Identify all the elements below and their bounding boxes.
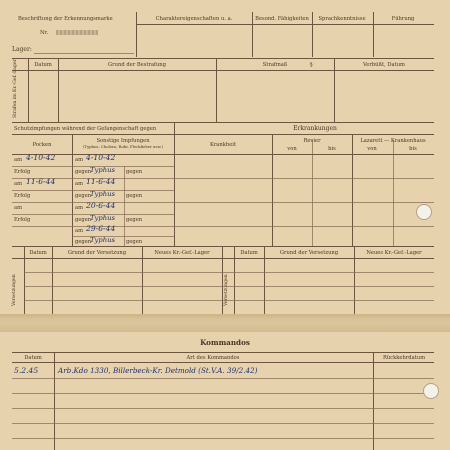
erkrankungen-lazarett: Lazarett — Krankenhaus: [360, 138, 426, 144]
strafen-grund: Grund der Bestrafung: [108, 62, 166, 68]
erkrankungen-title: Erkrankungen: [293, 125, 337, 132]
row7-right-label: gegen: [126, 239, 143, 245]
row2-mid-value: 11-6-44: [86, 177, 116, 186]
impfungen-sonstige-sub: (Typhus, Cholera, Ruhr, Fleckfieber usw.): [83, 144, 163, 149]
kommandos-datum: Datum: [24, 355, 42, 361]
row3-right-label: gegen: [126, 193, 143, 199]
vers-right-neues: Neues Kr.-Gef.-Lager: [366, 250, 422, 256]
lazarett-bis: bis: [409, 146, 417, 152]
row7-mid-value: Typhus: [90, 236, 115, 244]
versetzungen-side-left: Versetzungen: [12, 274, 17, 306]
fuehrung-label: Führung: [391, 16, 415, 22]
versetzungen-side-right: Versetzungen: [224, 274, 229, 306]
kommandos-art: Art des Kommandos: [186, 355, 240, 361]
row1-mid-value: Typhus: [90, 166, 115, 174]
row6-mid-value: 29-6-44: [86, 224, 116, 233]
row6-mid-label: am: [75, 228, 84, 234]
strafen-side-label: Strafen im Kr.-Gef.-Lager: [13, 59, 18, 118]
lager-label: Lager:: [12, 46, 32, 53]
row7-mid-label: gegen: [75, 239, 92, 245]
card-fold: [0, 314, 450, 332]
row4-mid-value: 20-6-44: [86, 201, 116, 210]
strafen-strafmass: Strafmaß: [262, 62, 288, 68]
charakter-label: Charaktereigenschaften u. a.: [155, 16, 233, 22]
sprachkenntnisse-label: Sprachkenntnisse: [318, 16, 366, 22]
row3-mid-value: Typhus: [90, 190, 115, 198]
row2-left-label: am: [14, 181, 23, 187]
lager-line: [34, 53, 134, 54]
row4-left-label: am: [14, 205, 23, 211]
row1-mid-label: gegen: [75, 169, 92, 175]
vers-left-grund: Grund der Versetzung: [67, 250, 127, 256]
vers-right-grund: Grund der Versetzung: [279, 250, 339, 256]
revier-bis: bis: [328, 146, 336, 152]
lazarett-von: von: [367, 146, 377, 152]
nr-stamp: [56, 30, 98, 35]
nr-label: Nr.: [40, 30, 49, 36]
row1-left-label: Erfolg: [14, 169, 31, 175]
kommando-entry-text: Arb.Kdo 1330, Billerbeck-Kr. Detmold (St.V.A. 39/2.42): [58, 366, 258, 375]
strafen-paragraph: §: [310, 62, 313, 68]
row3-left-label: Erfolg: [14, 193, 31, 199]
row3-mid-label: gegen: [75, 193, 92, 199]
impfungen-title: Schutzimpfungen während der Gefangenschaft gegen: [14, 126, 157, 132]
erkrankungen-revier: Revier: [303, 138, 321, 144]
faehigkeiten-label: Besond. Fähigkeiten: [255, 16, 309, 22]
vers-right-datum: Datum: [240, 250, 258, 256]
row0-left-label: am: [14, 157, 23, 163]
row1-right-label: gegen: [126, 169, 143, 175]
row2-left-value: 11-6-44: [26, 177, 56, 186]
row0-mid-label: am: [75, 157, 84, 163]
row4-mid-label: am: [75, 205, 84, 211]
row0-left-value: 4-10-42: [26, 153, 56, 162]
erkrankungen-krankheit: Krankheit: [209, 142, 237, 148]
punch-hole-top: [416, 204, 432, 220]
punch-hole-bottom: [423, 383, 439, 399]
vers-left-datum: Datum: [29, 250, 47, 256]
revier-von: von: [287, 146, 297, 152]
row2-mid-label: am: [75, 181, 84, 187]
kommando-entry-date: 5.2.45: [14, 366, 39, 375]
row5-right-label: gegen: [126, 217, 143, 223]
kommandos-rueckkehr: Rückkehrdatum: [382, 355, 426, 361]
vers-left-neues: Neues Kr.-Gef.-Lager: [154, 250, 210, 256]
row5-left-label: Erfolg: [14, 217, 31, 223]
kommandos-title: Kommandos: [200, 338, 250, 347]
row0-mid-value: 4-10-42: [86, 153, 116, 162]
impfungen-sonstige: Sonstige Impfungen: [96, 138, 150, 144]
impfungen-pocken: Pocken: [32, 142, 52, 148]
erkennungsmarke-label: Beschriftung der Erkennungsmarke: [18, 16, 113, 22]
row5-mid-value: Typhus: [90, 214, 115, 222]
strafen-verbuesst: Verbüßt, Datum: [363, 62, 405, 68]
row5-mid-label: gegen: [75, 217, 92, 223]
strafen-datum: Datum: [34, 62, 52, 68]
